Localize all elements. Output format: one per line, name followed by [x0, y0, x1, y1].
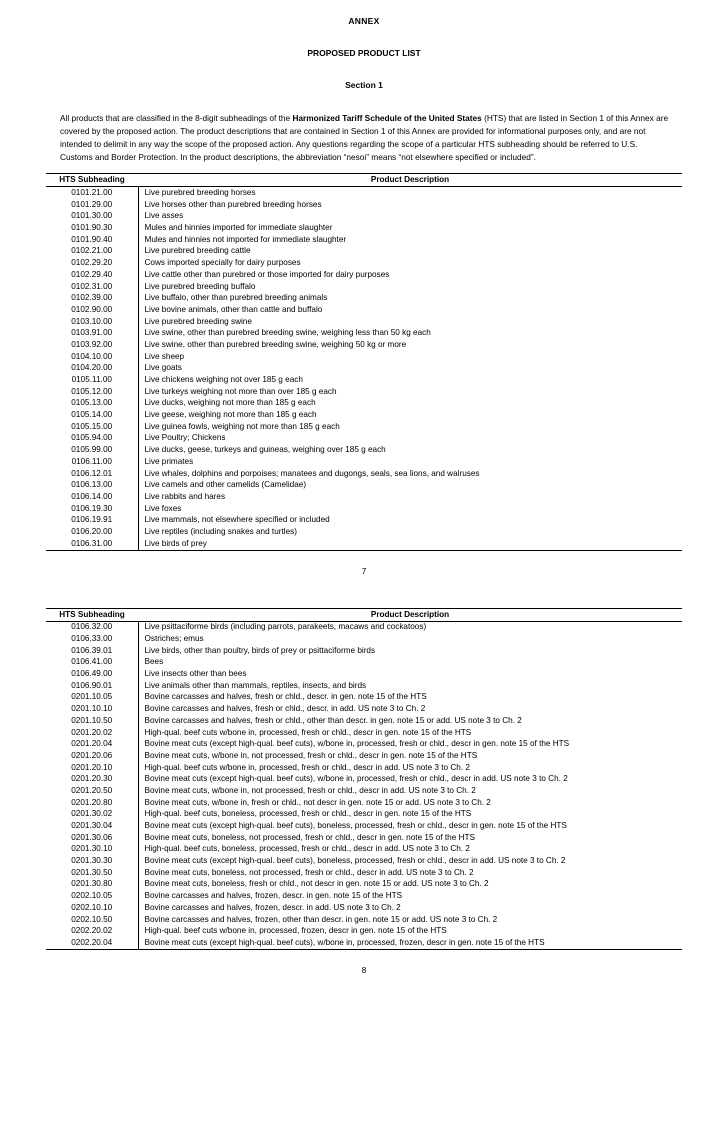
table-body-2 — [46, 621, 682, 949]
hts-table-page-8 — [46, 608, 682, 950]
table-header-row — [46, 174, 682, 187]
table-row — [46, 669, 682, 681]
page-number-7: 7 — [361, 566, 367, 576]
product-description-cell: Live birds of prey — [138, 538, 682, 550]
table-row — [46, 480, 682, 492]
product-description-cell: Bees — [138, 657, 682, 669]
hts-subheading-cell: 0201.30.06 — [71, 832, 113, 842]
table-row — [46, 914, 682, 926]
hts-subheading-cell: 0202.20.04 — [71, 937, 113, 947]
table-row — [46, 398, 682, 410]
hts-subheading-cell: 0201.20.50 — [71, 785, 113, 795]
product-description-cell: Live asses — [138, 211, 682, 223]
hts-subheading-cell: 0106.14.00 — [71, 491, 113, 501]
product-description-cell: Bovine meat cuts (except high-qual. beef cuts), boneless, processed, fresh or chld., descr in gen. note 15 of the HTS — [138, 820, 682, 832]
product-description-cell: Live purebred breeding buffalo — [138, 281, 682, 293]
product-description-cell: Live rabbits and hares — [138, 491, 682, 503]
hts-subheading-cell: 0101.90.30 — [71, 223, 113, 233]
product-description-cell: Bovine meat cuts (except high-qual. beef cuts), w/bone in, processed, fresh or chld., descr in gen. note 15 of the HTS — [138, 739, 682, 751]
hts-subheading-cell: 0106.20.00 — [71, 526, 113, 536]
hts-subheading-cell: 0106.11.00 — [71, 456, 112, 466]
product-description-cell: Live primates — [138, 456, 682, 468]
table-row — [46, 211, 682, 223]
hts-subheading-cell: 0105.13.00 — [71, 398, 113, 408]
product-description-cell: Bovine meat cuts, w/bone in, fresh or chld., not descr in gen. note 15 or add. US note 3 to Ch. 2 — [138, 797, 682, 809]
product-description-cell: Live cattle other than purebred or those imported for dairy purposes — [138, 269, 682, 281]
hts-subheading-cell: 0201.30.10 — [71, 844, 113, 854]
table-row — [46, 692, 682, 704]
table-row — [46, 421, 682, 433]
hts-subheading-cell: 0102.29.20 — [71, 258, 113, 268]
product-description-cell: Live guinea fowls, weighing not more than 185 g each — [138, 421, 682, 433]
product-description-cell: Live psittaciforme birds (including parrots, parakeets, macaws and cockatoos) — [138, 621, 682, 633]
product-description-cell: Mules and hinnies imported for immediate slaughter — [138, 223, 682, 235]
hts-subheading-cell: 0202.10.10 — [71, 902, 113, 912]
hts-subheading-cell: 0106.12.01 — [71, 468, 113, 478]
product-description-cell: Live ducks, weighing not more than 185 g each — [138, 398, 682, 410]
table-row — [46, 410, 682, 422]
column-header-hts-subheading-2: HTS Subheading — [46, 608, 138, 621]
product-description-cell: Live Poultry; Chickens — [138, 433, 682, 445]
hts-subheading-cell: 0102.31.00 — [71, 281, 113, 291]
table-header-row-2 — [46, 608, 682, 621]
table-row — [46, 223, 682, 235]
table-row — [46, 832, 682, 844]
hts-subheading-cell: 0106.31.00 — [71, 538, 113, 548]
section-heading: Section 1 — [345, 80, 383, 90]
table-row — [46, 386, 682, 398]
table-row — [46, 526, 682, 538]
table-row — [46, 468, 682, 480]
product-description-cell: Bovine carcasses and halves, frozen, other than descr. in gen. note 15 or add. US note 3 to Ch. 2 — [138, 914, 682, 926]
product-description-cell: Bovine meat cuts, w/bone in, not processed, fresh or chld., descr in gen. note 15 of the HTS — [138, 750, 682, 762]
product-description-cell: Live camels and other camelids (Camelidae) — [138, 480, 682, 492]
hts-subheading-cell: 0201.20.02 — [71, 727, 113, 737]
product-description-cell: Mules and hinnies not imported for immediate slaughter — [138, 234, 682, 246]
hts-subheading-cell: 0202.10.05 — [71, 891, 113, 901]
product-description-cell: Bovine meat cuts (except high-qual. beef cuts), w/bone in, processed, frozen, descr in gen. note 15 of the HTS — [138, 937, 682, 949]
hts-subheading-cell: 0201.10.10 — [71, 704, 113, 714]
hts-subheading-cell: 0105.12.00 — [71, 386, 113, 396]
hts-subheading-cell: 0103.91.00 — [71, 328, 113, 338]
hts-subheading-cell: 0103.10.00 — [71, 316, 113, 326]
table-row — [46, 727, 682, 739]
product-description-cell: Live purebred breeding cattle — [138, 246, 682, 258]
product-description-cell: Bovine meat cuts (except high-qual. beef cuts), boneless, processed, fresh or chld., descr in add. US note 3 to Ch. 2 — [138, 856, 682, 868]
product-description-cell: Live swine, other than purebred breeding swine, weighing less than 50 kg each — [138, 328, 682, 340]
table-row — [46, 246, 682, 258]
hts-subheading-cell: 0106.41.00 — [71, 657, 113, 667]
table-row — [46, 809, 682, 821]
page-break-spacer — [0, 576, 728, 598]
table-header-2 — [46, 608, 682, 621]
hts-subheading-cell: 0201.10.50 — [71, 715, 113, 725]
product-description-cell: High-qual. beef cuts w/bone in, processed, frozen, descr in gen. note 15 of the HTS — [138, 926, 682, 938]
table-row — [46, 762, 682, 774]
product-description-cell: Live buffalo, other than purebred breeding animals — [138, 293, 682, 305]
hts-subheading-cell: 0106.13.00 — [71, 480, 113, 490]
product-description-cell: High-qual. beef cuts w/bone in, processed, fresh or chld., descr in add. US note 3 to Ch. 2 — [138, 762, 682, 774]
product-description-cell: Live foxes — [138, 503, 682, 515]
column-header-product-description: Product Description — [138, 174, 682, 187]
hts-subheading-cell: 0103.92.00 — [71, 339, 113, 349]
table-body — [46, 187, 682, 550]
product-description-cell: Bovine carcasses and halves, frozen, descr. in gen. note 15 of the HTS — [138, 891, 682, 903]
hts-subheading-cell: 0201.20.80 — [71, 797, 113, 807]
intro-text-part1: All products that are classified in the 8-digit subheadings of the — [60, 113, 293, 123]
product-description-cell: Live mammals, not elsewhere specified or included — [138, 515, 682, 527]
hts-subheading-cell: 0106.33.00 — [71, 634, 113, 644]
table-row — [46, 491, 682, 503]
table-row — [46, 445, 682, 457]
product-description-cell: Live purebred breeding swine — [138, 316, 682, 328]
table-row — [46, 739, 682, 751]
intro-paragraph — [46, 112, 682, 163]
product-description-cell: Live turkeys weighing not more than over 185 g each — [138, 386, 682, 398]
table-row — [46, 199, 682, 211]
table-row — [46, 879, 682, 891]
hts-subheading-cell: 0101.21.00 — [71, 188, 113, 198]
table-row — [46, 339, 682, 351]
product-description-cell: Live horses other than purebred breeding horses — [138, 199, 682, 211]
hts-subheading-cell: 0106.90.01 — [71, 680, 113, 690]
product-description-cell: Live insects other than bees — [138, 669, 682, 681]
table-row — [46, 937, 682, 949]
product-description-cell: Bovine carcasses and halves, fresh or chld., descr. in gen. note 15 of the HTS — [138, 692, 682, 704]
table-row — [46, 715, 682, 727]
product-description-cell: Bovine meat cuts, boneless, fresh or chld., not descr in gen. note 15 or add. US note 3 to Ch. 2 — [138, 879, 682, 891]
table-row — [46, 316, 682, 328]
hts-subheading-cell: 0105.11.00 — [71, 375, 112, 385]
product-description-cell: Bovine carcasses and halves, fresh or chld., descr. in add. US note 3 to Ch. 2 — [138, 704, 682, 716]
hts-subheading-cell: 0201.20.06 — [71, 750, 113, 760]
table-row — [46, 433, 682, 445]
hts-subheading-cell: 0201.20.30 — [71, 774, 113, 784]
table-row — [46, 503, 682, 515]
table-row — [46, 856, 682, 868]
hts-subheading-cell: 0202.20.02 — [71, 926, 113, 936]
product-description-cell: Live ducks, geese, turkeys and guineas, weighing over 185 g each — [138, 445, 682, 457]
hts-subheading-cell: 0101.29.00 — [71, 199, 113, 209]
table-row — [46, 750, 682, 762]
hts-subheading-cell: 0105.99.00 — [71, 445, 113, 455]
product-description-cell: Bovine meat cuts, boneless, not processed, fresh or chld., descr in add. US note 3 to Ch. 2 — [138, 867, 682, 879]
table-row — [46, 902, 682, 914]
product-description-cell: Bovine meat cuts, boneless, not processed, fresh or chld., descr in gen. note 15 of the HTS — [138, 832, 682, 844]
hts-subheading-cell: 0201.30.04 — [71, 821, 113, 831]
hts-bold-reference: Harmonized Tariff Schedule of the United States — [292, 113, 482, 123]
page-number-8: 8 — [361, 966, 367, 975]
table-row — [46, 657, 682, 669]
table-row — [46, 328, 682, 340]
product-description-cell: Live bovine animals, other than cattle and buffalo — [138, 304, 682, 316]
product-description-cell: Live chickens weighing not over 185 g each — [138, 374, 682, 386]
product-description-cell: Live swine, other than purebred breeding swine, weighing 50 kg or more — [138, 339, 682, 351]
hts-subheading-cell: 0104.20.00 — [71, 363, 113, 373]
hts-subheading-cell: 0106.32.00 — [71, 622, 113, 632]
table-row — [46, 633, 682, 645]
table-row — [46, 891, 682, 903]
hts-subheading-cell: 0201.20.10 — [71, 762, 113, 772]
hts-subheading-cell: 0105.15.00 — [71, 421, 113, 431]
table-row — [46, 304, 682, 316]
table-row — [46, 234, 682, 246]
table-row — [46, 363, 682, 375]
product-description-cell: Live reptiles (including snakes and turtles) — [138, 526, 682, 538]
table-row — [46, 621, 682, 633]
hts-subheading-cell: 0201.20.04 — [71, 739, 113, 749]
hts-subheading-cell: 0105.14.00 — [71, 410, 113, 420]
table-row — [46, 269, 682, 281]
intro-text-part2: (HTS) that are listed in Section 1 of this Annex are covered by the proposed action. The product descriptions that are contained in Section 1 of this Annex are provided for informational purposes only, and are not intended to delimit in any way the scope of the proposed action. Any questions regarding the scope of a particular HTS subheading should be referred to U.S. Customs and Border Protection. In the product descriptions, the abbreviation “nesoi” means “not elsewhere specified or included”. — [60, 113, 669, 162]
table-row — [46, 456, 682, 468]
table-row — [46, 645, 682, 657]
hts-subheading-cell: 0102.29.40 — [71, 269, 113, 279]
table-row — [46, 820, 682, 832]
hts-subheading-cell: 0201.10.05 — [71, 692, 113, 702]
table-row — [46, 281, 682, 293]
table-row — [46, 351, 682, 363]
table-row — [46, 538, 682, 550]
hts-subheading-cell: 0102.90.00 — [71, 304, 113, 314]
hts-subheading-cell: 0106.49.00 — [71, 669, 113, 679]
document-page-8 — [0, 608, 728, 975]
hts-subheading-cell: 0102.39.00 — [71, 293, 113, 303]
hts-subheading-cell: 0106.39.01 — [71, 645, 113, 655]
product-description-cell: Live geese, weighing not more than 185 g each — [138, 410, 682, 422]
table-row — [46, 704, 682, 716]
hts-subheading-cell: 0202.10.50 — [71, 914, 113, 924]
hts-subheading-cell: 0201.30.80 — [71, 879, 113, 889]
product-description-cell: Live purebred breeding horses — [138, 187, 682, 199]
hts-subheading-cell: 0104.10.00 — [71, 351, 113, 361]
hts-subheading-cell: 0201.30.30 — [71, 856, 113, 866]
product-description-cell: Bovine meat cuts (except high-qual. beef cuts), w/bone in, processed, fresh or chld., descr in add. US note 3 to Ch. 2 — [138, 774, 682, 786]
hts-subheading-cell: 0105.94.00 — [71, 433, 113, 443]
product-description-cell: Live goats — [138, 363, 682, 375]
hts-subheading-cell: 0201.30.50 — [71, 867, 113, 877]
table-row — [46, 515, 682, 527]
product-description-cell: Cows imported specially for dairy purposes — [138, 258, 682, 270]
product-description-cell: Live birds, other than poultry, birds of prey or psittaciforme birds — [138, 645, 682, 657]
table-row — [46, 785, 682, 797]
product-description-cell: Live animals other than mammals, reptiles, insects, and birds — [138, 680, 682, 692]
table-row — [46, 293, 682, 305]
table-header — [46, 174, 682, 187]
hts-subheading-cell: 0106.19.91 — [71, 515, 113, 525]
hts-subheading-cell: 0201.30.02 — [71, 809, 113, 819]
table-row — [46, 258, 682, 270]
product-description-cell: High-qual. beef cuts w/bone in, processed, fresh or chld., descr in gen. note 15 of the HTS — [138, 727, 682, 739]
hts-subheading-cell: 0101.30.00 — [71, 211, 113, 221]
table-row — [46, 926, 682, 938]
product-description-cell: Bovine carcasses and halves, fresh or chld., other than descr. in gen. note 15 or add. US note 3 to Ch. 2 — [138, 715, 682, 727]
proposed-product-list-heading: PROPOSED PRODUCT LIST — [307, 48, 421, 58]
column-header-product-description-2: Product Description — [138, 608, 682, 621]
hts-table-page-7 — [46, 173, 682, 550]
column-header-hts-subheading: HTS Subheading — [46, 174, 138, 187]
table-row — [46, 774, 682, 786]
hts-subheading-cell: 0106.19.30 — [71, 503, 113, 513]
table-row — [46, 867, 682, 879]
annex-title: ANNEX — [348, 16, 380, 26]
product-description-cell: Ostriches; emus — [138, 633, 682, 645]
product-description-cell: Bovine carcasses and halves, frozen, descr. in add. US note 3 to Ch. 2 — [138, 902, 682, 914]
hts-subheading-cell: 0102.21.00 — [71, 246, 113, 256]
product-description-cell: Live whales, dolphins and porpoises; manatees and dugongs, seals, sea lions, and walruses — [138, 468, 682, 480]
hts-subheading-cell: 0101.90.40 — [71, 234, 113, 244]
product-description-cell: Live sheep — [138, 351, 682, 363]
product-description-cell: High-qual. beef cuts, boneless, processed, fresh or chld., descr in add. US note 3 to Ch. 2 — [138, 844, 682, 856]
product-description-cell: High-qual. beef cuts, boneless, processed, fresh or chld., descr in gen. note 15 of the HTS — [138, 809, 682, 821]
table-row — [46, 187, 682, 199]
table-row — [46, 374, 682, 386]
product-description-cell: Bovine meat cuts, w/bone in, not processed, fresh or chld., descr in add. US note 3 to Ch. 2 — [138, 785, 682, 797]
table-row — [46, 797, 682, 809]
table-row — [46, 680, 682, 692]
table-row — [46, 844, 682, 856]
